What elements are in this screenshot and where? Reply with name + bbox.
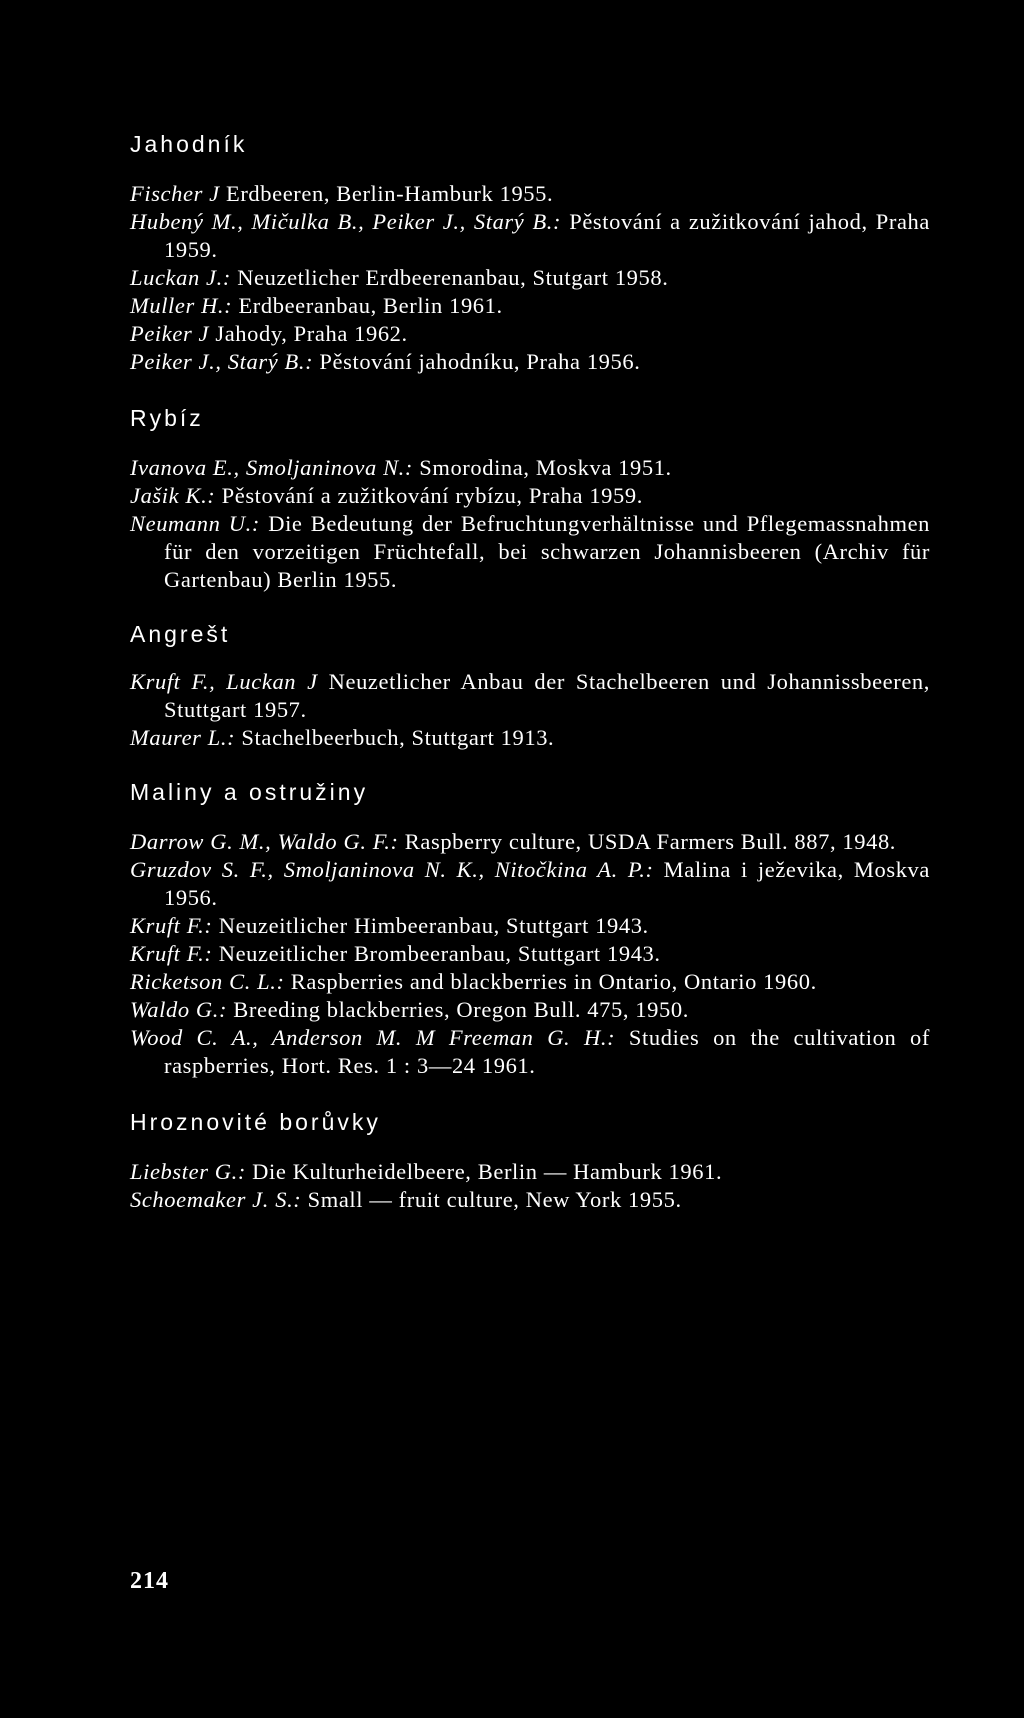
entry-text: Pěstování a zužitkování rybízu, Praha 1959. [215, 483, 643, 508]
bibliography [130, 128, 930, 1214]
page-number: 214 [130, 1568, 169, 1594]
section-heading-angrest: Angrešt [130, 621, 231, 647]
bibliography-entry [130, 856, 930, 912]
entry-text: Small — fruit culture, New York 1955. [301, 1187, 682, 1212]
entry-author: Kruft F.: [130, 941, 213, 966]
bibliography-entry [130, 1158, 930, 1186]
entry-text: Neuzetlicher Erdbeerenanbau, Stutgart 1958. [230, 265, 669, 290]
entry-text: Erdbeeranbau, Berlin 1961. [232, 293, 503, 318]
entry-text: Breeding blackberries, Oregon Bull. 475, 1950. [227, 997, 689, 1022]
bibliography-entry [130, 668, 930, 724]
entry-author: Schoemaker J. S.: [130, 1187, 302, 1212]
entry-author: Darrow G. M., Waldo G. F.: [130, 829, 399, 854]
entry-text: Die Bedeutung der Befruchtungverhältnisse und Pflegemassnahmen für den vorzeitigen Früchtefall, bei schwarzen Johannisbeeren (Archiv für Gartenbau) Berlin 1955. [164, 511, 931, 592]
entry-author: Neumann U.: [130, 511, 260, 536]
entry-author: Fischer J [130, 181, 220, 206]
section-heading-rybiz: Rybíz [130, 405, 204, 431]
entry-text: Pěstování jahodníku, Praha 1956. [313, 349, 641, 374]
bibliography-entry [130, 292, 930, 320]
bibliography-entry [130, 454, 930, 482]
bibliography-entry [130, 482, 930, 510]
entry-author: Maurer L.: [130, 725, 236, 750]
section-heading-jahodnik: Jahodník [130, 131, 248, 157]
bibliography-entry [130, 180, 930, 208]
entry-text: Die Kulturheidelbeere, Berlin — Hamburk 1961. [245, 1159, 723, 1184]
bibliography-entry [130, 828, 930, 856]
entry-author: Liebster G.: [130, 1159, 246, 1184]
entry-text: Raspberries and blackberries in Ontario, Ontario 1960. [284, 969, 817, 994]
bibliography-entry [130, 348, 930, 376]
entry-author: Wood C. A., Anderson M. M Freeman G. H.: [130, 1025, 616, 1050]
bibliography-entry [130, 208, 930, 264]
section-heading-maliny: Maliny a ostružiny [130, 779, 369, 805]
entry-author: Peiker J [130, 321, 210, 346]
bibliography-entry [130, 912, 930, 940]
entry-author: Gruzdov S. F., Smoljaninova N. K., Nitočkina A. P.: [130, 857, 654, 882]
entry-text: Smorodina, Moskva 1951. [413, 455, 672, 480]
entry-text: Neuzetlicher Anbau der Stachelbeeren und Johannissbeeren, Stuttgart 1957. [164, 669, 930, 722]
bibliography-entry [130, 264, 930, 292]
entry-author: Peiker J., Starý B.: [130, 349, 314, 374]
bibliography-entry [130, 320, 930, 348]
entry-author: Muller H.: [130, 293, 233, 318]
bibliography-entry [130, 1024, 930, 1080]
entry-text: Raspberry culture, USDA Farmers Bull. 887, 1948. [398, 829, 897, 854]
entry-author: Kruft F., Luckan J [130, 669, 318, 694]
entry-text: Neuzeitlicher Himbeeranbau, Stuttgart 1943. [212, 913, 649, 938]
entry-text: Studies on the cultivation of raspberries, Hort. Res. 1 : 3—24 1961. [164, 1025, 931, 1078]
entry-author: Hubený M., Mičulka B., Peiker J., Starý B.: [130, 209, 562, 234]
entry-text: Jahody, Praha 1962. [209, 321, 408, 346]
bibliography-entry [130, 996, 930, 1024]
entry-text: Stachelbeerbuch, Stuttgart 1913. [235, 725, 555, 750]
bibliography-entry [130, 724, 930, 752]
entry-text: Malina i ježevika, Moskva 1956. [164, 857, 930, 910]
entry-author: Ricketson C. L.: [130, 969, 285, 994]
bibliography-entry [130, 1186, 930, 1214]
entry-text: Pěstování a zužitkování jahod, Praha 1959. [164, 209, 930, 262]
entry-text: Erdbeeren, Berlin-Hamburk 1955. [219, 181, 554, 206]
entry-author: Luckan J.: [130, 265, 231, 290]
section-heading-hroznovite-boruvky: Hroznovité borůvky [130, 1109, 381, 1135]
entry-author: Jašik K.: [130, 483, 216, 508]
entry-author: Ivanova E., Smoljaninova N.: [130, 455, 413, 480]
entry-text: Neuzeitlicher Brombeeranbau, Stuttgart 1943. [212, 941, 661, 966]
bibliography-entry [130, 510, 930, 594]
bibliography-entry [130, 968, 930, 996]
entry-author: Kruft F.: [130, 913, 213, 938]
entry-author: Waldo G.: [130, 997, 228, 1022]
bibliography-entry [130, 940, 930, 968]
